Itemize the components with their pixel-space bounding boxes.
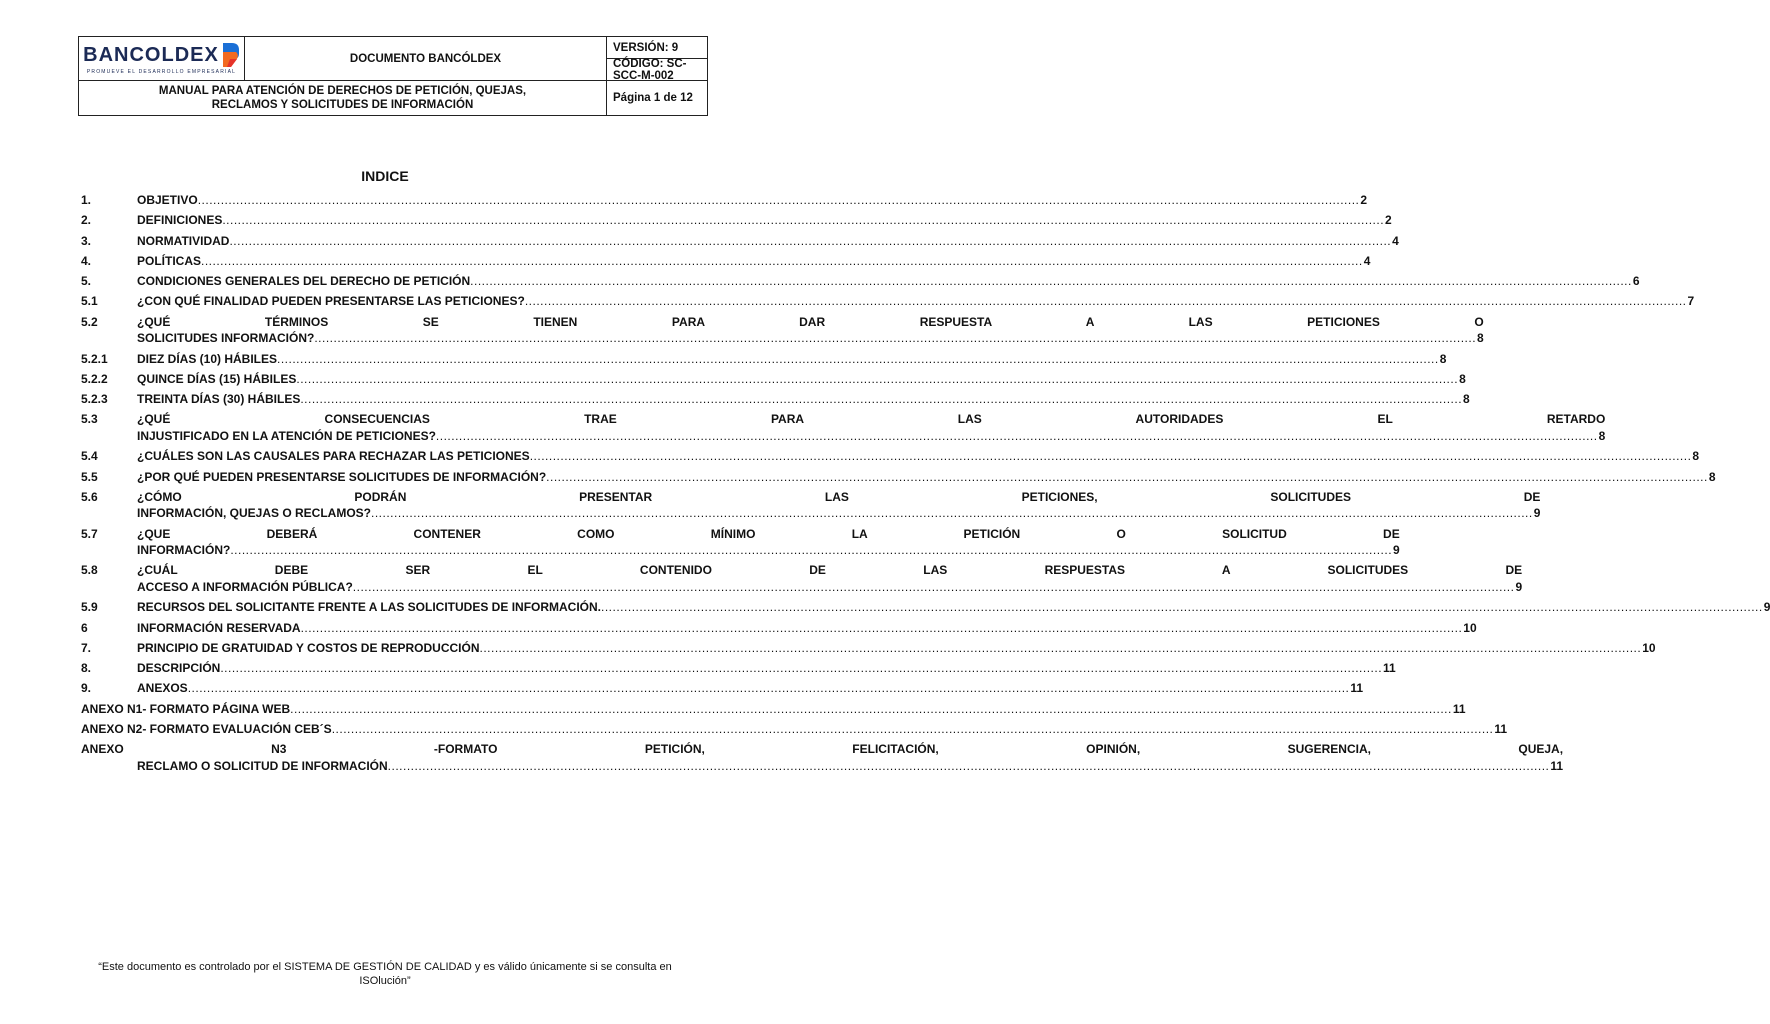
toc-entry-body [137, 351, 1446, 368]
toc-entry[interactable] [81, 411, 1606, 444]
toc-leader-dots [525, 293, 1687, 310]
toc-entry-title-line: ¿QUÉ CONSECUENCIAS TRAE PARA LAS AUTORIDADES EL RETARDO [137, 412, 1606, 427]
toc-entry-number: 6 [81, 620, 88, 635]
toc-entry[interactable] [81, 640, 1656, 657]
toc-entry[interactable] [81, 192, 1368, 209]
toc-leader-dots [230, 542, 1392, 559]
toc-entry-page: 4 [1392, 233, 1399, 248]
toc-entry-body [137, 233, 1399, 250]
toc-entry-title: DESCRIPCIÓN [137, 661, 221, 676]
version-label: VERSIÓN: 9 [607, 37, 707, 59]
table-of-contents [81, 192, 1770, 778]
toc-entry[interactable] [81, 253, 1371, 270]
toc-entry-number: 1. [81, 193, 92, 207]
toc-entry-page: 8 [1477, 331, 1484, 346]
toc-entry-number: 5.8 [81, 563, 98, 578]
toc-leader-dots [530, 448, 1692, 465]
toc-entry-body [81, 701, 1466, 718]
toc-entry-title-line: ¿QUÉ TÉRMINOS SE TIENEN PARA DAR RESPUESTA A LAS PETICIONES O [137, 314, 1484, 329]
toc-leader-dots [220, 660, 1382, 677]
toc-entry-title: ¿POR QUÉ PUEDEN PRESENTARSE SOLICITUDES DE INFORMACIÓN? [137, 469, 547, 484]
toc-entry-page: 8 [1439, 351, 1447, 366]
footer-disclaimer [60, 960, 710, 988]
toc-entry-title: DIEZ DÍAS (10) HÁBILES [137, 351, 278, 366]
toc-entry-title: ANEXO N1- FORMATO PÁGINA WEB [81, 701, 291, 716]
toc-entry-body [137, 411, 1605, 444]
toc-entry-number: 5.4 [81, 449, 98, 464]
toc-entry-body [137, 660, 1396, 677]
manual-title [79, 81, 607, 115]
toc-entry[interactable] [81, 469, 1716, 486]
document-header-table [78, 36, 708, 116]
document-title: DOCUMENTO BANCÓLDEX [245, 37, 607, 81]
toc-entry[interactable] [81, 620, 1477, 637]
toc-entry-page: 11 [1550, 758, 1564, 773]
toc-leader-dots [388, 758, 1550, 775]
toc-leader-dots [222, 212, 1384, 229]
toc-entry-number: 5.7 [81, 526, 98, 541]
toc-entry-title: INFORMACIÓN, QUEJAS O RECLAMOS? [137, 506, 372, 521]
toc-entry-title: INFORMACIÓN RESERVADA [137, 620, 301, 635]
toc-entry-title: ¿CON QUÉ FINALIDAD PUEDEN PRESENTARSE LAS PETICIONES? [137, 294, 525, 309]
toc-entry-page: 2 [1360, 193, 1368, 207]
toc-entry-title: PRINCIPIO DE GRATUIDAD Y COSTOS DE REPRODUCCIÓN [137, 640, 480, 655]
toc-leader-dots [198, 192, 1360, 209]
toc-entry-number: 5.1 [81, 294, 98, 309]
toc-entry-body [137, 489, 1540, 522]
toc-entry-number: 5.2.2 [81, 371, 108, 386]
toc-leader-dots [290, 701, 1452, 718]
toc-entry-page: 11 [1350, 681, 1364, 696]
toc-entry-page: 8 [1463, 392, 1470, 407]
toc-entry[interactable] [81, 562, 1523, 595]
toc-entry-title: DEFINICIONES [137, 213, 223, 228]
toc-entry-number: 5.2 [81, 314, 98, 329]
toc-leader-dots [188, 680, 1350, 697]
toc-leader-dots [229, 233, 1391, 250]
toc-entry-body [137, 620, 1477, 637]
toc-entry-number: 5.6 [81, 489, 98, 504]
toc-entry-number: 5.9 [81, 600, 98, 615]
toc-entry-title: INFORMACIÓN? [137, 543, 231, 558]
toc-entry-page: 8 [1692, 449, 1700, 464]
toc-entry-title: TREINTA DÍAS (30) HÁBILES [137, 392, 301, 407]
toc-entry-body [137, 562, 1522, 595]
footer-line-2: ISOlución” [359, 975, 411, 987]
toc-entry-number: 5.2.3 [81, 392, 108, 407]
toc-entry-page: 11 [1452, 701, 1466, 716]
toc-entry-number: 5.3 [81, 412, 98, 427]
toc-entry-number: 4. [81, 253, 92, 268]
toc-entry-body [137, 293, 1694, 310]
toc-leader-dots [546, 469, 1708, 486]
toc-entry-number: 5.2.1 [81, 351, 108, 366]
toc-leader-dots [332, 721, 1494, 738]
toc-leader-dots [371, 505, 1533, 522]
toc-leader-dots [470, 273, 1632, 290]
toc-entry-number: 8. [81, 661, 92, 676]
toc-entry[interactable] [81, 526, 1400, 559]
toc-entry-title: ¿CUÁLES SON LAS CAUSALES PARA RECHAZAR LAS PETICIONES [137, 449, 530, 464]
toc-entry-body [137, 212, 1392, 229]
toc-entry-page: 7 [1687, 294, 1695, 309]
toc-entry-title-line: ANEXO N3 -FORMATO PETICIÓN, FELICITACIÓN, OPINIÓN, SUGERENCIA, QUEJA, [81, 742, 1564, 757]
toc-entry-title: ANEXO N2- FORMATO EVALUACIÓN CEB´S [81, 722, 332, 737]
toc-leader-dots [296, 371, 1458, 388]
toc-entry-number: 5. [81, 274, 92, 289]
toc-entry-body [137, 599, 1770, 616]
toc-leader-dots [277, 351, 1439, 368]
toc-leader-dots [480, 640, 1642, 657]
toc-entry[interactable] [81, 212, 1392, 229]
bancoldex-logo-icon [222, 42, 240, 68]
toc-entry[interactable] [81, 273, 1640, 290]
toc-entry-body [137, 391, 1470, 408]
toc-entry-page: 2 [1385, 213, 1392, 228]
toc-entry[interactable] [81, 351, 1447, 368]
toc-entry-number: 7. [81, 640, 92, 655]
toc-entry-page: 6 [1632, 274, 1640, 289]
toc-entry-body [137, 469, 1716, 486]
toc-entry-body [137, 253, 1370, 270]
toc-entry-body [137, 192, 1367, 209]
toc-entry-page: 10 [1642, 640, 1656, 655]
toc-entry[interactable] [81, 741, 1564, 774]
toc-entry-title: INJUSTIFICADO EN LA ATENCIÓN DE PETICIONES? [137, 428, 436, 443]
toc-entry[interactable] [81, 721, 1508, 738]
toc-entry-title-line: ¿QUE DEBERÁ CONTENER COMO MÍNIMO LA PETICIÓN O SOLICITUD DE [137, 526, 1400, 541]
toc-entry[interactable] [81, 701, 1466, 718]
toc-leader-dots [314, 330, 1476, 347]
toc-leader-dots [201, 253, 1363, 270]
page-number: Página 1 de 12 [613, 92, 693, 104]
toc-leader-dots [436, 428, 1598, 445]
toc-entry[interactable] [81, 680, 1364, 697]
toc-entry-title: ACCESO A INFORMACIÓN PÚBLICA? [137, 579, 353, 594]
toc-entry-title: CONDICIONES GENERALES DEL DERECHO DE PETICIÓN [137, 274, 471, 289]
toc-entry-title: RECURSOS DEL SOLICITANTE FRENTE A LAS SOLICITUDES DE INFORMACIÓN. [137, 600, 602, 615]
toc-entry[interactable] [81, 660, 1396, 677]
toc-entry-page: 9 [1763, 600, 1770, 615]
toc-entry[interactable] [81, 314, 1484, 347]
logo-wordmark: BANCOLDEX [83, 43, 219, 66]
toc-entry-body [137, 448, 1699, 465]
toc-entry-number: 5.5 [81, 469, 98, 484]
toc-entry-title: NORMATIVIDAD [137, 233, 230, 248]
toc-leader-dots [300, 391, 1462, 408]
logo-tagline: PROMUEVE EL DESARROLLO EMPRESARIAL [86, 69, 237, 75]
toc-entry-page: 11 [1383, 661, 1396, 676]
toc-entry-title-line: ¿CÓMO PODRÁN PRESENTAR LAS PETICIONES, SOLICITUDES DE [137, 489, 1541, 504]
toc-entry-body [137, 640, 1656, 657]
toc-entry-page: 9 [1533, 506, 1541, 521]
toc-entry[interactable] [81, 371, 1466, 388]
toc-entry-title: ANEXOS [137, 681, 188, 696]
toc-entry-page: 8 [1598, 428, 1606, 443]
toc-entry-body [137, 526, 1400, 559]
toc-entry[interactable] [81, 599, 1770, 616]
bancoldex-logo [83, 42, 240, 68]
toc-entry-page: 9 [1393, 543, 1400, 558]
toc-entry-title: OBJETIVO [137, 193, 198, 207]
footer-line-1: “Este documento es controlado por el SISTEMA DE GESTIÓN DE CALIDAD y es válido únicamente si se consulta en [98, 961, 672, 973]
toc-entry-title: SOLICITUDES INFORMACIÓN? [137, 331, 315, 346]
toc-entry-page: 10 [1463, 620, 1477, 635]
toc-entry-body [137, 314, 1484, 347]
toc-entry-number: 3. [81, 233, 92, 248]
toc-entry-title: QUINCE DÍAS (15) HÁBILES [137, 371, 297, 386]
toc-leader-dots [353, 579, 1515, 596]
index-heading: INDICE [361, 168, 409, 184]
toc-entry-page: 8 [1459, 371, 1466, 386]
toc-leader-dots [301, 620, 1463, 637]
toc-leader-dots [601, 599, 1763, 616]
toc-entry-page: 4 [1363, 253, 1371, 268]
logo-cell [79, 37, 245, 81]
toc-entry-title-line: ¿CUÁL DEBE SER EL CONTENIDO DE LAS RESPUESTAS A SOLICITUDES DE [137, 563, 1523, 578]
toc-entry-page: 9 [1515, 579, 1523, 594]
toc-entry-number: 9. [81, 681, 92, 696]
toc-entry-body [137, 680, 1363, 697]
toc-entry-title: RECLAMO O SOLICITUD DE INFORMACIÓN [137, 758, 388, 773]
manual-title-line-1: MANUAL PARA ATENCIÓN DE DERECHOS DE PETICIÓN, QUEJAS, [158, 85, 527, 97]
code-label: CÓDIGO: SC-SCC-M-002 [607, 59, 707, 81]
toc-entry-number: 2. [81, 213, 92, 228]
toc-entry-body [137, 273, 1640, 290]
toc-entry-body [81, 741, 1563, 774]
toc-entry[interactable] [81, 489, 1541, 522]
toc-entry-body [137, 371, 1466, 388]
toc-entry[interactable] [81, 233, 1399, 250]
toc-entry[interactable] [81, 391, 1470, 408]
toc-entry[interactable] [81, 448, 1700, 465]
toc-entry[interactable] [81, 293, 1695, 310]
toc-entry-body [81, 721, 1507, 738]
toc-entry-page: 8 [1708, 469, 1716, 484]
toc-entry-page: 11 [1494, 722, 1508, 737]
manual-title-line-2: RECLAMOS Y SOLICITUDES DE INFORMACIÓN [211, 99, 474, 111]
toc-entry-title: POLÍTICAS [137, 253, 202, 268]
